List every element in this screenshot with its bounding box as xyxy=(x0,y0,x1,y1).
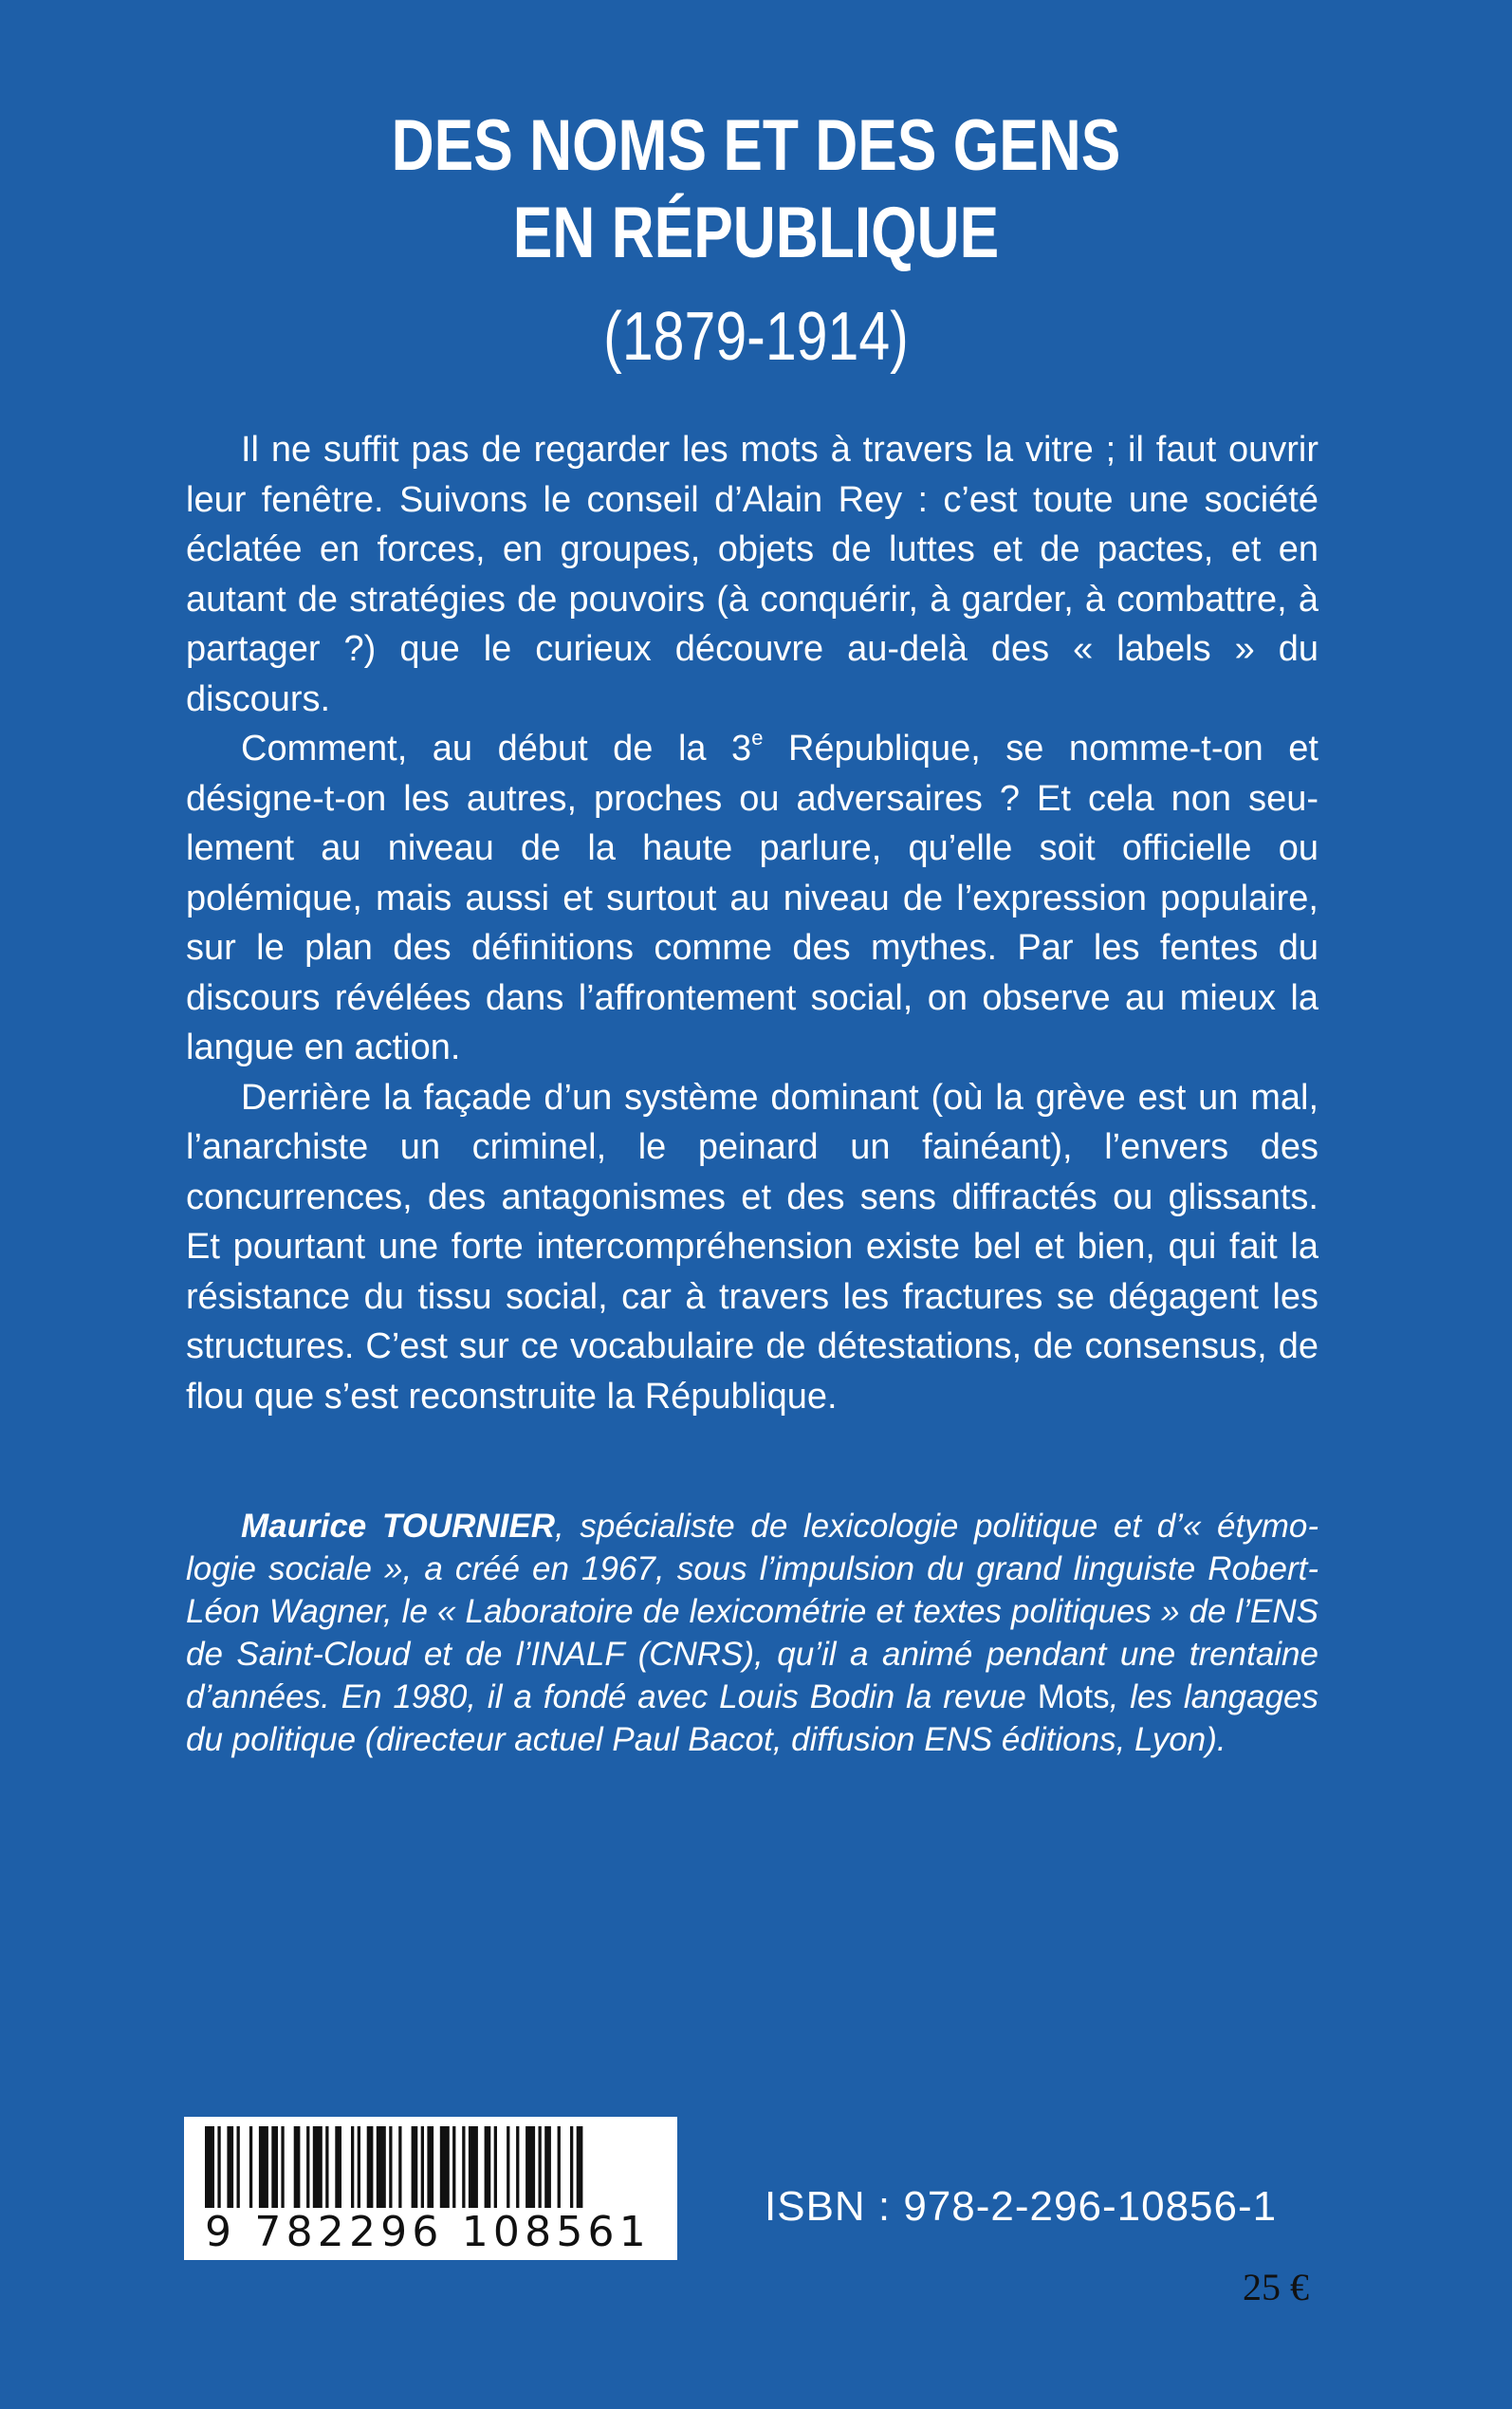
barcode-bar xyxy=(452,2126,455,2208)
barcode-bar xyxy=(306,2126,309,2208)
title-dates: (1879-1914) xyxy=(603,299,909,375)
barcode-bar xyxy=(462,2126,465,2208)
barcode-bar xyxy=(469,2126,478,2208)
barcode-bar xyxy=(398,2126,401,2208)
barcode-bar xyxy=(237,2126,240,2208)
barcode-bar xyxy=(259,2126,268,2208)
book-title xyxy=(0,102,1512,277)
barcode-bar xyxy=(358,2126,360,2208)
barcode-bar xyxy=(516,2126,519,2208)
barcode-bar xyxy=(389,2126,392,2208)
blurb-paragraph-2 xyxy=(186,724,1318,1073)
barcode-bars xyxy=(201,2126,660,2208)
barcode-bar xyxy=(526,2126,535,2208)
author-bio xyxy=(186,1505,1318,1761)
barcode-bar xyxy=(544,2126,551,2208)
author-name: Maurice TOURNIER xyxy=(241,1508,556,1545)
barcode-bar xyxy=(227,2126,233,2208)
barcode-bar xyxy=(351,2126,354,2208)
journal-title: Mots xyxy=(1037,1678,1110,1715)
barcode-bar xyxy=(570,2126,573,2208)
title-line-1: DES NOMS ET DES GENS xyxy=(391,105,1121,186)
title-line-2: EN RÉPUBLIQUE xyxy=(512,193,1000,273)
barcode-digits: 9 782296 108561 xyxy=(205,2208,651,2256)
barcode-bar xyxy=(281,2126,284,2208)
barcode-bar xyxy=(494,2126,497,2208)
barcode-bar xyxy=(539,2126,542,2208)
blurb-paragraph-1: Il ne suffit pas de regarder les mots à travers la vitre ; il faut ouvrir leur fenêtre. Suivons le conseil d’Alain Rey : c’est toute une société éclatée en forces, en groupes, objets de luttes et de pactes, et en autant de stratégies de pouvoirs (à conquérir, à garder, à combattre, à partager ?) que le curieux découvre au-delà des « labels » du discours. xyxy=(186,430,1318,719)
barcode xyxy=(184,2117,677,2260)
barcode-bar xyxy=(325,2126,328,2208)
blurb-paragraph-2-rest: République, se nomme-t-on et désigne-t-on les autres, proches ou adversaires ? Et cela non seulement au niveau de la haute parlure, qu’elle soit officielle ou polémique, mais aussi et surtout au niveau de l’expression populaire, sur le plan des définitions comme des mythes. Par les fentes du discours révélées dans l’affrontement social, on observe au mieux la langue en action. xyxy=(186,729,1318,1067)
blurb-paragraph-3: Derrière la façade d’un système dominant (où la grève est un mal, l’anarchiste un criminel, le peinard un fainéant), l’envers des concurrences, des antagonismes et des sens diffractés ou glissants. Et pourtant une forte intercompréhension existe bel et bien, qui fait la résistance du tissu social, car à travers les fractures se dégagent les structures. C’est sur ce vocabulaire de détestations, de consensus, de flou que s’est reconstruite la République. xyxy=(186,1077,1318,1417)
price: 25 € xyxy=(1243,2266,1309,2308)
barcode-bar xyxy=(313,2126,323,2208)
barcode-bar xyxy=(577,2126,583,2208)
barcode-bar xyxy=(507,2126,509,2208)
barcode-bar xyxy=(367,2126,374,2208)
barcode-bar xyxy=(485,2126,491,2208)
barcode-bar xyxy=(377,2126,386,2208)
isbn: ISBN : 978-2-296-10856-1 xyxy=(765,2183,1278,2230)
barcode-bar xyxy=(217,2126,220,2208)
barcode-bar xyxy=(421,2126,424,2208)
bio-text-2: , les langages du politique (directeur actuel Paul Bacot, diffusion ENS éditions, Lyon). xyxy=(186,1678,1319,1758)
barcode-bar xyxy=(294,2126,301,2208)
barcode-bar xyxy=(249,2126,252,2208)
bio-text-1: , spécialiste de lexicologie politique et d’« étymologie sociale », a créé en 1967, sous l’impulsion du grand linguiste Robert-Léon Wagner, le « Laboratoire de lexicométrie et textes politiques » de l’ENS de Saint-Cloud et de l’INALF (CNRS), qu’il a animé pendant une trentaine d’années. En 1980, il a fondé avec Louis Bodin la revue xyxy=(186,1508,1318,1715)
barcode-bar xyxy=(412,2126,418,2208)
blurb xyxy=(186,425,1318,1421)
barcode-bar xyxy=(440,2126,450,2208)
barcode-bar xyxy=(271,2126,278,2208)
ordinal-superscript: e xyxy=(751,726,764,750)
barcode-bar xyxy=(335,2126,341,2208)
barcode-bar xyxy=(205,2126,214,2208)
barcode-bar xyxy=(558,2126,561,2208)
blurb-paragraph-2-start: Comment, au début de la 3 xyxy=(241,729,752,769)
barcode-bar xyxy=(427,2126,433,2208)
